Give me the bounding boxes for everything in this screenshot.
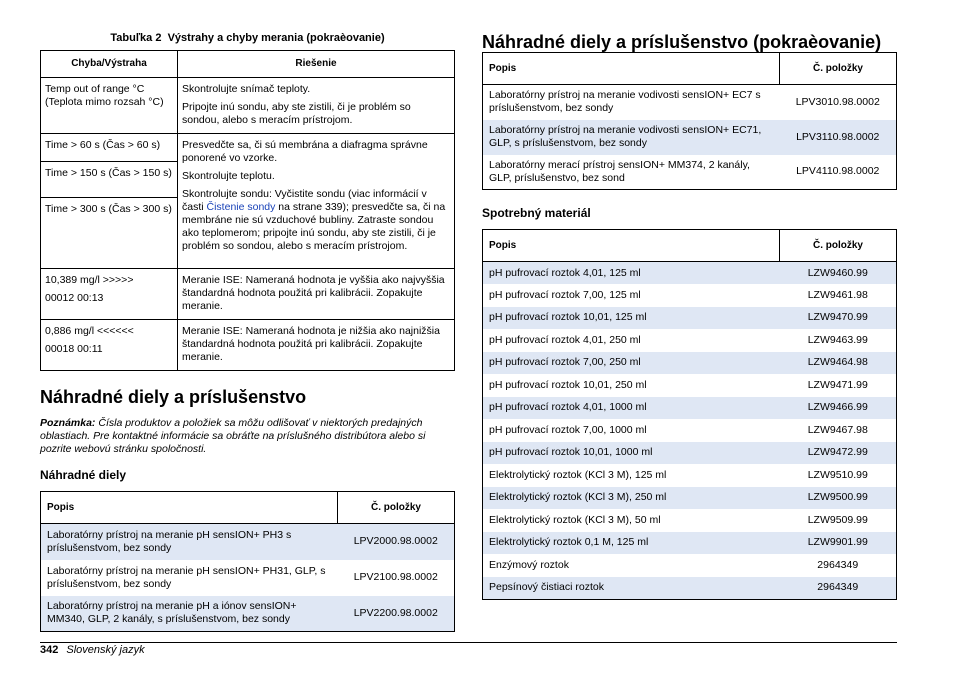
consumable-number: LZW9471.99 bbox=[807, 378, 868, 391]
consumable-number: LZW9901.99 bbox=[780, 532, 897, 555]
table-row bbox=[41, 524, 455, 560]
consumable-number: LZW9464.98 bbox=[780, 352, 897, 375]
table-row bbox=[41, 560, 455, 596]
error-value: 10,389 mg/l >>>>> bbox=[45, 274, 134, 286]
footer-divider bbox=[40, 642, 897, 643]
error-value: 0,886 mg/l <<<<<< bbox=[45, 325, 134, 337]
consumable-description: Elektrolytický roztok (KCl 3 M), 125 ml bbox=[489, 468, 667, 481]
consumable-number: LZW9510.99 bbox=[807, 468, 868, 481]
error-table-caption: Tabuľka 2 Výstrahy a chyby merania (pokraèovanie) bbox=[110, 32, 385, 44]
consumable-description: pH pufrovací roztok 10,01, 250 ml bbox=[489, 378, 647, 391]
note bbox=[40, 417, 455, 456]
table-row bbox=[41, 134, 455, 162]
consumable-description: Elektrolytický roztok 0,1 M, 125 ml bbox=[483, 532, 780, 555]
error-cell: Time > 300 s (Čas > 300 s) bbox=[41, 198, 178, 269]
table-row bbox=[483, 464, 897, 487]
table-row bbox=[41, 320, 455, 371]
part-description: Laboratórny prístroj na meranie vodivosti sensION+ EC71, GLP, s príslušenstvom, bez sondy bbox=[483, 120, 780, 155]
consumable-number: LZW9460.99 bbox=[780, 262, 897, 285]
part-number: LPV2200.98.0002 bbox=[338, 596, 455, 632]
solution-text: Skontrolujte teplotu. bbox=[182, 170, 275, 182]
consumables-title: Spotrebný materiál bbox=[482, 206, 591, 220]
solution-text: Skontrolujte snímač teploty. bbox=[182, 83, 311, 95]
section-title: Náhradné diely a príslušenstvo bbox=[40, 387, 307, 407]
table-row bbox=[483, 329, 897, 352]
consumable-description: pH pufrovací roztok 4,01, 1000 ml bbox=[483, 397, 780, 420]
consumable-description: pH pufrovací roztok 7,00, 125 ml bbox=[489, 288, 641, 301]
solution-text: Presvedčte sa, či sú membrána a diafragma správne ponorené vo vzorke. bbox=[182, 139, 428, 164]
table-row bbox=[483, 120, 897, 155]
solution-text-part: Skontrolujte sondu: Vyčistite sondu (viac informácií v časti bbox=[182, 188, 427, 213]
spare-parts-table bbox=[40, 491, 455, 632]
error-table-header bbox=[41, 51, 455, 78]
table-row bbox=[483, 262, 897, 285]
error-table bbox=[40, 50, 455, 371]
consumable-description: pH pufrovací roztok 7,00, 250 ml bbox=[483, 352, 780, 375]
consumable-number: 2964349 bbox=[780, 577, 897, 600]
table-row bbox=[483, 374, 897, 397]
consumable-description: pH pufrovací roztok 7,00, 1000 ml bbox=[489, 423, 647, 436]
right-column bbox=[482, 32, 897, 600]
part-description: Laboratórny merací prístroj sensION+ MM374, 2 kanály, GLP, príslušenstvo, bez sond bbox=[489, 158, 750, 184]
item-number-header: Č. položky bbox=[780, 230, 897, 262]
part-number: LPV3110.98.0002 bbox=[780, 120, 897, 155]
consumables-table bbox=[482, 229, 897, 600]
error-column-header: Chyba/Výstraha bbox=[41, 51, 178, 78]
error-cell: Time > 150 s (Čas > 150 s) bbox=[41, 162, 178, 198]
parts-table-header bbox=[41, 492, 455, 524]
solution-cell bbox=[178, 134, 455, 269]
spare-parts-title: Náhradné diely bbox=[40, 468, 127, 482]
part-description: Laboratórny prístroj na meranie vodivosti sensION+ EC7 s príslušenstvom, bez sondy bbox=[489, 89, 761, 115]
consumable-number: LZW9500.99 bbox=[780, 487, 897, 510]
error-cell bbox=[41, 269, 178, 320]
error-code: 00012 00:13 bbox=[45, 292, 104, 304]
consumable-description: pH pufrovací roztok 4,01, 125 ml bbox=[483, 262, 780, 285]
error-code: 00018 00:11 bbox=[45, 343, 103, 355]
table-row bbox=[483, 397, 897, 420]
consumable-description: Elektrolytický roztok (KCl 3 M), 250 ml bbox=[483, 487, 780, 510]
error-cell bbox=[41, 320, 178, 371]
solution-cell: Meranie ISE: Nameraná hodnota je nižšia ako najnižšia štandardná hodnota použitá pri kalibrácii. Zopakujte meranie. bbox=[178, 320, 455, 371]
table-row bbox=[483, 577, 897, 600]
solution-text: Pripojte inú sondu, aby ste zistili, či je problém so sondou, alebo s meracím prístrojom. bbox=[182, 101, 411, 126]
parts-table-header bbox=[483, 53, 897, 85]
cleaning-probe-link[interactable]: Čistenie sondy bbox=[206, 201, 276, 213]
spare-parts-table-continued bbox=[482, 52, 897, 190]
table-row bbox=[483, 85, 897, 120]
consumable-number: 2964349 bbox=[817, 558, 859, 571]
page-footer bbox=[40, 643, 145, 657]
item-number-header: Č. položky bbox=[338, 492, 455, 524]
consumable-number: LZW9466.99 bbox=[780, 397, 897, 420]
description-header: Popis bbox=[483, 230, 780, 262]
table-row bbox=[483, 155, 897, 190]
description-header: Popis bbox=[483, 53, 780, 85]
table-row bbox=[483, 509, 897, 532]
consumable-number: LZW9461.98 bbox=[807, 288, 868, 301]
part-description: Laboratórny prístroj na meranie pH a iónov sensION+ MM340, GLP, 2 kanály, s príslušenstvom, bez sondy bbox=[41, 596, 338, 632]
table-row bbox=[41, 78, 455, 134]
solution-cell bbox=[178, 78, 455, 134]
table-row bbox=[483, 442, 897, 465]
table-row bbox=[483, 554, 897, 577]
table-row bbox=[483, 307, 897, 330]
consumable-description: Elektrolytický roztok (KCl 3 M), 50 ml bbox=[489, 513, 661, 526]
table-row bbox=[483, 487, 897, 510]
part-number: LPV2000.98.0002 bbox=[338, 524, 455, 560]
table-row bbox=[41, 269, 455, 320]
table-row bbox=[483, 352, 897, 375]
part-description: Laboratórny prístroj na meranie pH sensION+ PH3 s príslušenstvom, bez sondy bbox=[41, 524, 338, 560]
consumable-number: LZW9472.99 bbox=[780, 442, 897, 465]
error-cell: Time > 60 s (Čas > 60 s) bbox=[41, 134, 178, 162]
note-label: Poznámka: bbox=[40, 417, 96, 429]
consumable-description: pH pufrovací roztok 10,01, 1000 ml bbox=[483, 442, 780, 465]
consumable-description: Pepsínový čistiaci roztok bbox=[483, 577, 780, 600]
footer-language: Slovenský jazyk bbox=[66, 644, 145, 656]
consumable-description: pH pufrovací roztok 10,01, 125 ml bbox=[483, 307, 780, 330]
description-header: Popis bbox=[41, 492, 338, 524]
part-number: LPV3010.98.0002 bbox=[795, 95, 880, 108]
table-row bbox=[483, 284, 897, 307]
consumable-number: LZW9463.99 bbox=[807, 333, 868, 346]
table-row bbox=[483, 419, 897, 442]
consumable-description: pH pufrovací roztok 4,01, 250 ml bbox=[489, 333, 641, 346]
solution-text-part: na strane 339); presvedčte sa, či na membráne nie sú vzduchové bubliny. Zatraste sondou ako teplomerom; pripojte inú sondu, aby ste zistili, či je problém so sondou, alebo s meracím prístrojom. bbox=[182, 201, 446, 252]
error-cell: Temp out of range °C (Teplota mimo rozsah °C) bbox=[41, 78, 178, 134]
left-column bbox=[40, 32, 455, 632]
part-description: Laboratórny prístroj na meranie pH sensION+ PH31, GLP, s príslušenstvom, bez sondy bbox=[47, 564, 326, 590]
note-text: Čísla produktov a položiek sa môžu odlišovať v niektorých predajných oblastiach. Pre kontaktné informácie sa obráťte na príslušného distribútora alebo si pozrite webovú stránku spoločnosti. bbox=[40, 417, 426, 455]
part-number: LPV4110.98.0002 bbox=[796, 165, 880, 178]
page-number: 342 bbox=[40, 644, 59, 656]
solution-column-header: Riešenie bbox=[178, 51, 455, 78]
consumables-table-header bbox=[483, 230, 897, 262]
consumable-number: LZW9467.98 bbox=[807, 423, 868, 436]
table-row bbox=[483, 532, 897, 555]
item-number-header: Č. položky bbox=[780, 53, 897, 85]
section-title-continued: Náhradné diely a príslušenstvo (pokraèovanie) bbox=[482, 32, 882, 52]
table-row bbox=[41, 596, 455, 632]
solution-cell: Meranie ISE: Nameraná hodnota je vyššia ako najvyššia štandardná hodnota použitá pri kalibrácii. Zopakujte meranie. bbox=[178, 269, 455, 320]
part-number: LPV2100.98.0002 bbox=[353, 571, 438, 583]
consumable-number: LZW9470.99 bbox=[780, 307, 897, 330]
consumable-number: LZW9509.99 bbox=[807, 513, 868, 526]
solution-text bbox=[182, 188, 450, 253]
consumable-description: Enzýmový roztok bbox=[489, 558, 569, 571]
